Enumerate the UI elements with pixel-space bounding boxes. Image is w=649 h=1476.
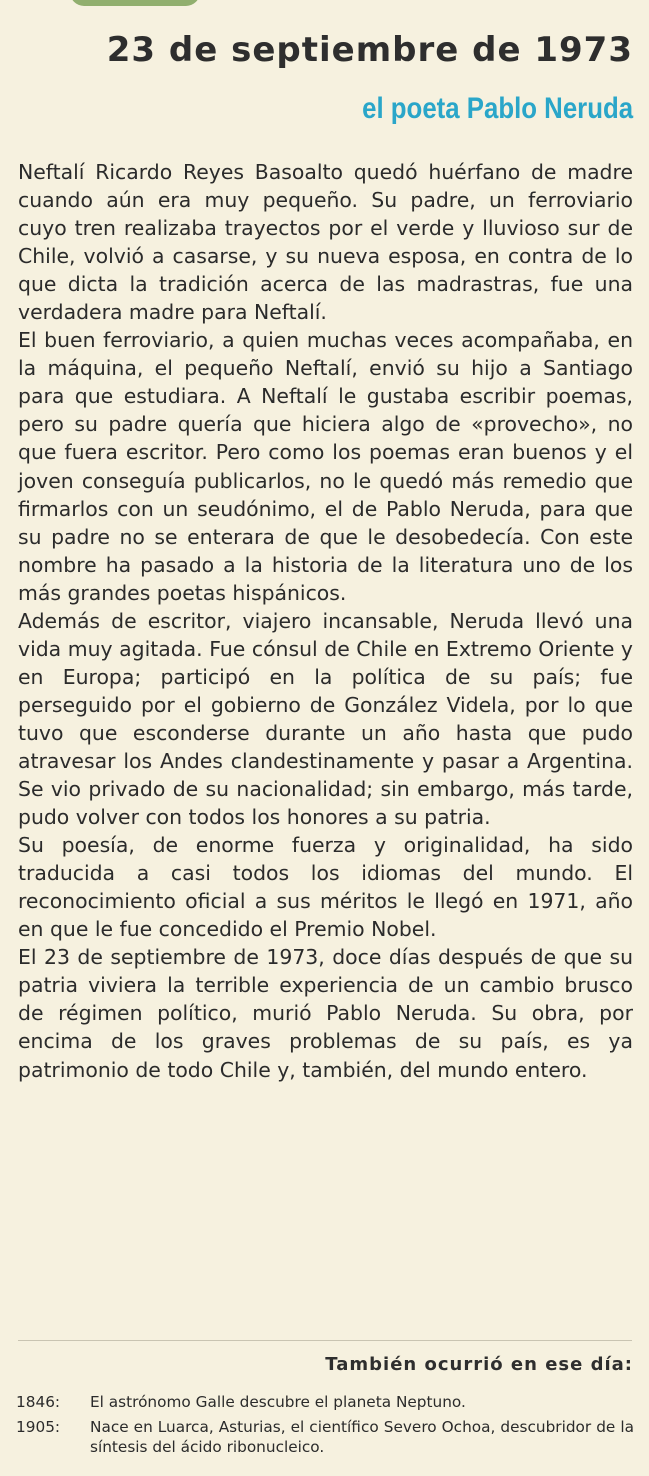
event-item xyxy=(16,1392,634,1413)
event-item xyxy=(16,1417,634,1458)
event-year: 1846: xyxy=(16,1393,61,1411)
also-happened-heading: También ocurrió en ese día: xyxy=(325,1354,633,1375)
event-text: El astrónomo Galle descubre el planeta Neptuno. xyxy=(90,1393,466,1411)
top-illustration-fragment xyxy=(70,0,200,6)
events-list xyxy=(16,1392,634,1462)
event-year: 1905: xyxy=(16,1417,61,1436)
paragraph-3: Además de escritor, viajero incansable, Neruda llevó una vida muy agitada. Fue cónsul de Chile en Extremo Oriente y en Europa; participó en la política de su país; fue perseguido por el gobierno de González Videla, por lo que tuvo que esconderse durante un año hasta que pudo atravesar los Andes clandestinamente y pasar a Argentina. Se vio privado de su nacionalidad; sin embargo, más tarde, pudo volver con todos los honores a su patria. xyxy=(18,608,633,830)
page-title: 23 de septiembre de 1973 xyxy=(106,30,633,70)
paragraph-5: El 23 de septiembre de 1973, doce días después de que su patria viviera la terrible experiencia de un cambio brusco de régimen político, murió Pablo Neruda. Su obra, por encima de los graves problemas de su país, es ya patrimonio de todo Chile y, también, del mundo entero. xyxy=(18,945,633,1082)
paragraph-1: Neftalí Ricardo Reyes Basoalto quedó huérfano de madre cuando aún era muy pequeño. Su padre, un ferroviario cuyo tren realizaba trayectos por el verde y lluvioso sur de Chile, volvió a casarse, y su nueva esposa, en contra de lo que dicta la tradición acerca de las madrastras, fue una verdadera madre para Neftalí. xyxy=(18,160,633,325)
article-body xyxy=(18,158,633,1084)
section-divider xyxy=(18,1340,632,1341)
event-text: Nace en Luarca, Asturias, el científico Severo Ochoa, descubridor de la síntesis del ácido ribonucleico. xyxy=(90,1417,634,1456)
paragraph-2: El buen ferroviario, a quien muchas veces acompañaba, en la máquina, el pequeño Neftalí, envió su hijo a Santiago para que estudiara. A Neftalí le gustaba escribir poemas, pero su padre quería que hiciera algo de «provecho», no que fuera escritor. Pero como los poemas eran buenos y el joven conseguía publicarlos, no le quedó más remedio que firmarlos con un seudónimo, el de Pablo Neruda, para que su padre no se enterara de que le desobedecía. Con este nombre ha pasado a la historia de la literatura uno de los más grandes poetas hispánicos. xyxy=(18,328,633,605)
page-subtitle: el poeta Pablo Neruda xyxy=(362,92,633,125)
paragraph-4: Su poesía, de enorme fuerza y originalidad, ha sido traducida a casi todos los idiomas del mundo. El reconocimiento oficial a sus méritos le llegó en 1971, año en que le fue concedido el Premio Nobel. xyxy=(18,833,633,942)
